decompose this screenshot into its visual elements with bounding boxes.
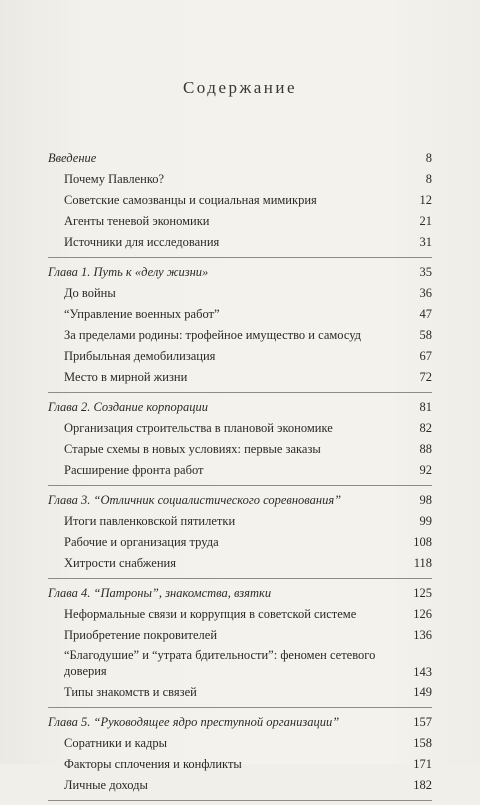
toc-entry-title: Хитрости снабжения (64, 556, 176, 570)
toc-section-chapter-1 (48, 262, 432, 393)
toc-entry-title: Типы знакомств и связей (64, 685, 197, 699)
toc-entry[interactable] (48, 346, 432, 367)
toc-entry[interactable] (48, 190, 432, 211)
toc-entry[interactable] (48, 304, 432, 325)
toc-page-number: 125 (413, 586, 432, 600)
page-title: Содержание (182, 78, 298, 97)
toc-entry[interactable] (48, 211, 432, 232)
toc-entry[interactable] (48, 553, 432, 574)
toc-chapter-title: Введение (48, 151, 97, 165)
toc-entry[interactable] (48, 169, 432, 190)
toc-chapter-title: Глава 5. “Руководящее ядро преступной организации” (48, 715, 340, 729)
toc-page-number: 21 (419, 214, 432, 228)
toc-page-number: 182 (413, 778, 432, 792)
toc-entry-title: Прибыльная демобилизация (64, 349, 216, 363)
toc-entry-title: “Благодушие” и “утрата бдительности”: феномен сетевого доверия (64, 648, 376, 678)
toc-page-number: 31 (419, 235, 432, 249)
toc-entry-title: Почему Павленко? (64, 172, 165, 186)
toc-entry[interactable] (48, 283, 432, 304)
toc-chapter-heading[interactable] (48, 148, 432, 169)
toc-entry-title: Расширение фронта работ (64, 463, 204, 477)
toc-entry-title: “Управление военных работ” (64, 307, 220, 321)
toc-page-number: 143 (413, 665, 432, 679)
toc-entry-title: Личные доходы (64, 778, 148, 792)
toc-entry-title: Неформальные связи и коррупция в советской системе (64, 607, 357, 621)
toc-entry[interactable] (48, 511, 432, 532)
toc-chapter-title: Глава 2. Создание корпорации (48, 400, 209, 414)
toc-section-intro (48, 148, 432, 258)
toc-page-number: 99 (419, 514, 432, 528)
toc-entry[interactable] (48, 625, 432, 646)
toc-entry[interactable] (48, 604, 432, 625)
toc-entry[interactable] (48, 325, 432, 346)
toc-page-number: 81 (419, 400, 432, 414)
toc-chapter-heading[interactable] (48, 712, 432, 733)
toc-entry[interactable] (48, 232, 432, 253)
toc-page-number: 171 (413, 757, 432, 771)
toc-page-number: 157 (413, 715, 432, 729)
toc-entry-title: Агенты теневой экономики (64, 214, 210, 228)
toc-entry[interactable] (48, 418, 432, 439)
toc-chapter-heading[interactable] (48, 490, 432, 511)
toc-page-number: 149 (413, 685, 432, 699)
toc-chapter-title: Глава 1. Путь к «делу жизни» (48, 265, 209, 279)
toc-entry-title: Старые схемы в новых условиях: первые заказы (64, 442, 321, 456)
toc-entry-title: За пределами родины: трофейное имущество и самосуд (64, 328, 362, 342)
toc-entry[interactable] (48, 367, 432, 388)
toc-entry[interactable] (48, 775, 432, 796)
toc-page-number: 72 (419, 370, 432, 384)
toc-section-chapter-5 (48, 712, 432, 801)
toc-chapter-heading[interactable] (48, 583, 432, 604)
toc-page-number: 92 (419, 463, 432, 477)
toc-entry-title: Итоги павленковской пятилетки (64, 514, 236, 528)
toc-entry[interactable] (48, 754, 432, 775)
toc-page-number: 98 (419, 493, 432, 507)
toc-page-number: 108 (413, 535, 432, 549)
toc-page-number: 118 (413, 556, 432, 570)
toc-entry-title: Приобретение покровителей (64, 628, 218, 642)
toc-entry-title: До войны (64, 286, 116, 300)
toc-page-number: 12 (419, 193, 432, 207)
toc-page-number: 8 (425, 172, 432, 186)
toc-entry-title: Источники для исследования (64, 235, 220, 249)
toc-entry-title: Факторы сплочения и конфликты (64, 757, 242, 771)
toc-page-number: 8 (425, 151, 432, 165)
toc-chapter-heading[interactable] (48, 262, 432, 283)
toc-section-chapter-2 (48, 397, 432, 486)
toc-section-chapter-3 (48, 490, 432, 579)
toc-page-number: 126 (413, 607, 432, 621)
toc-entry-title: Место в мирной жизни (64, 370, 188, 384)
toc-entry[interactable] (48, 733, 432, 754)
toc-page-number: 36 (419, 286, 432, 300)
toc-page-number: 47 (419, 307, 432, 321)
toc-chapter-title: Глава 3. “Отличник социалистического соревнования” (48, 493, 342, 507)
toc-entry[interactable] (48, 439, 432, 460)
toc-page-number: 136 (413, 628, 432, 642)
toc-entry-title: Рабочие и организация труда (64, 535, 219, 549)
toc-page-number: 58 (419, 328, 432, 342)
toc-entry[interactable] (48, 682, 432, 703)
table-of-contents (48, 148, 432, 805)
toc-entry[interactable] (48, 646, 432, 682)
toc-section-chapter-4 (48, 583, 432, 708)
toc-page-number: 35 (419, 265, 432, 279)
toc-entry[interactable] (48, 460, 432, 481)
toc-entry[interactable] (48, 532, 432, 553)
toc-chapter-heading[interactable] (48, 397, 432, 418)
toc-chapter-title: Глава 4. “Патроны”, знакомства, взятки (48, 586, 272, 600)
toc-entry-title: Соратники и кадры (64, 736, 168, 750)
toc-page-number: 158 (413, 736, 432, 750)
toc-page-number: 67 (419, 349, 432, 363)
toc-page-number: 88 (419, 442, 432, 456)
toc-page-number: 82 (419, 421, 432, 435)
toc-entry-title: Организация строительства в плановой экономике (64, 421, 333, 435)
toc-entry-title: Советские самозванцы и социальная мимикрия (64, 193, 317, 207)
